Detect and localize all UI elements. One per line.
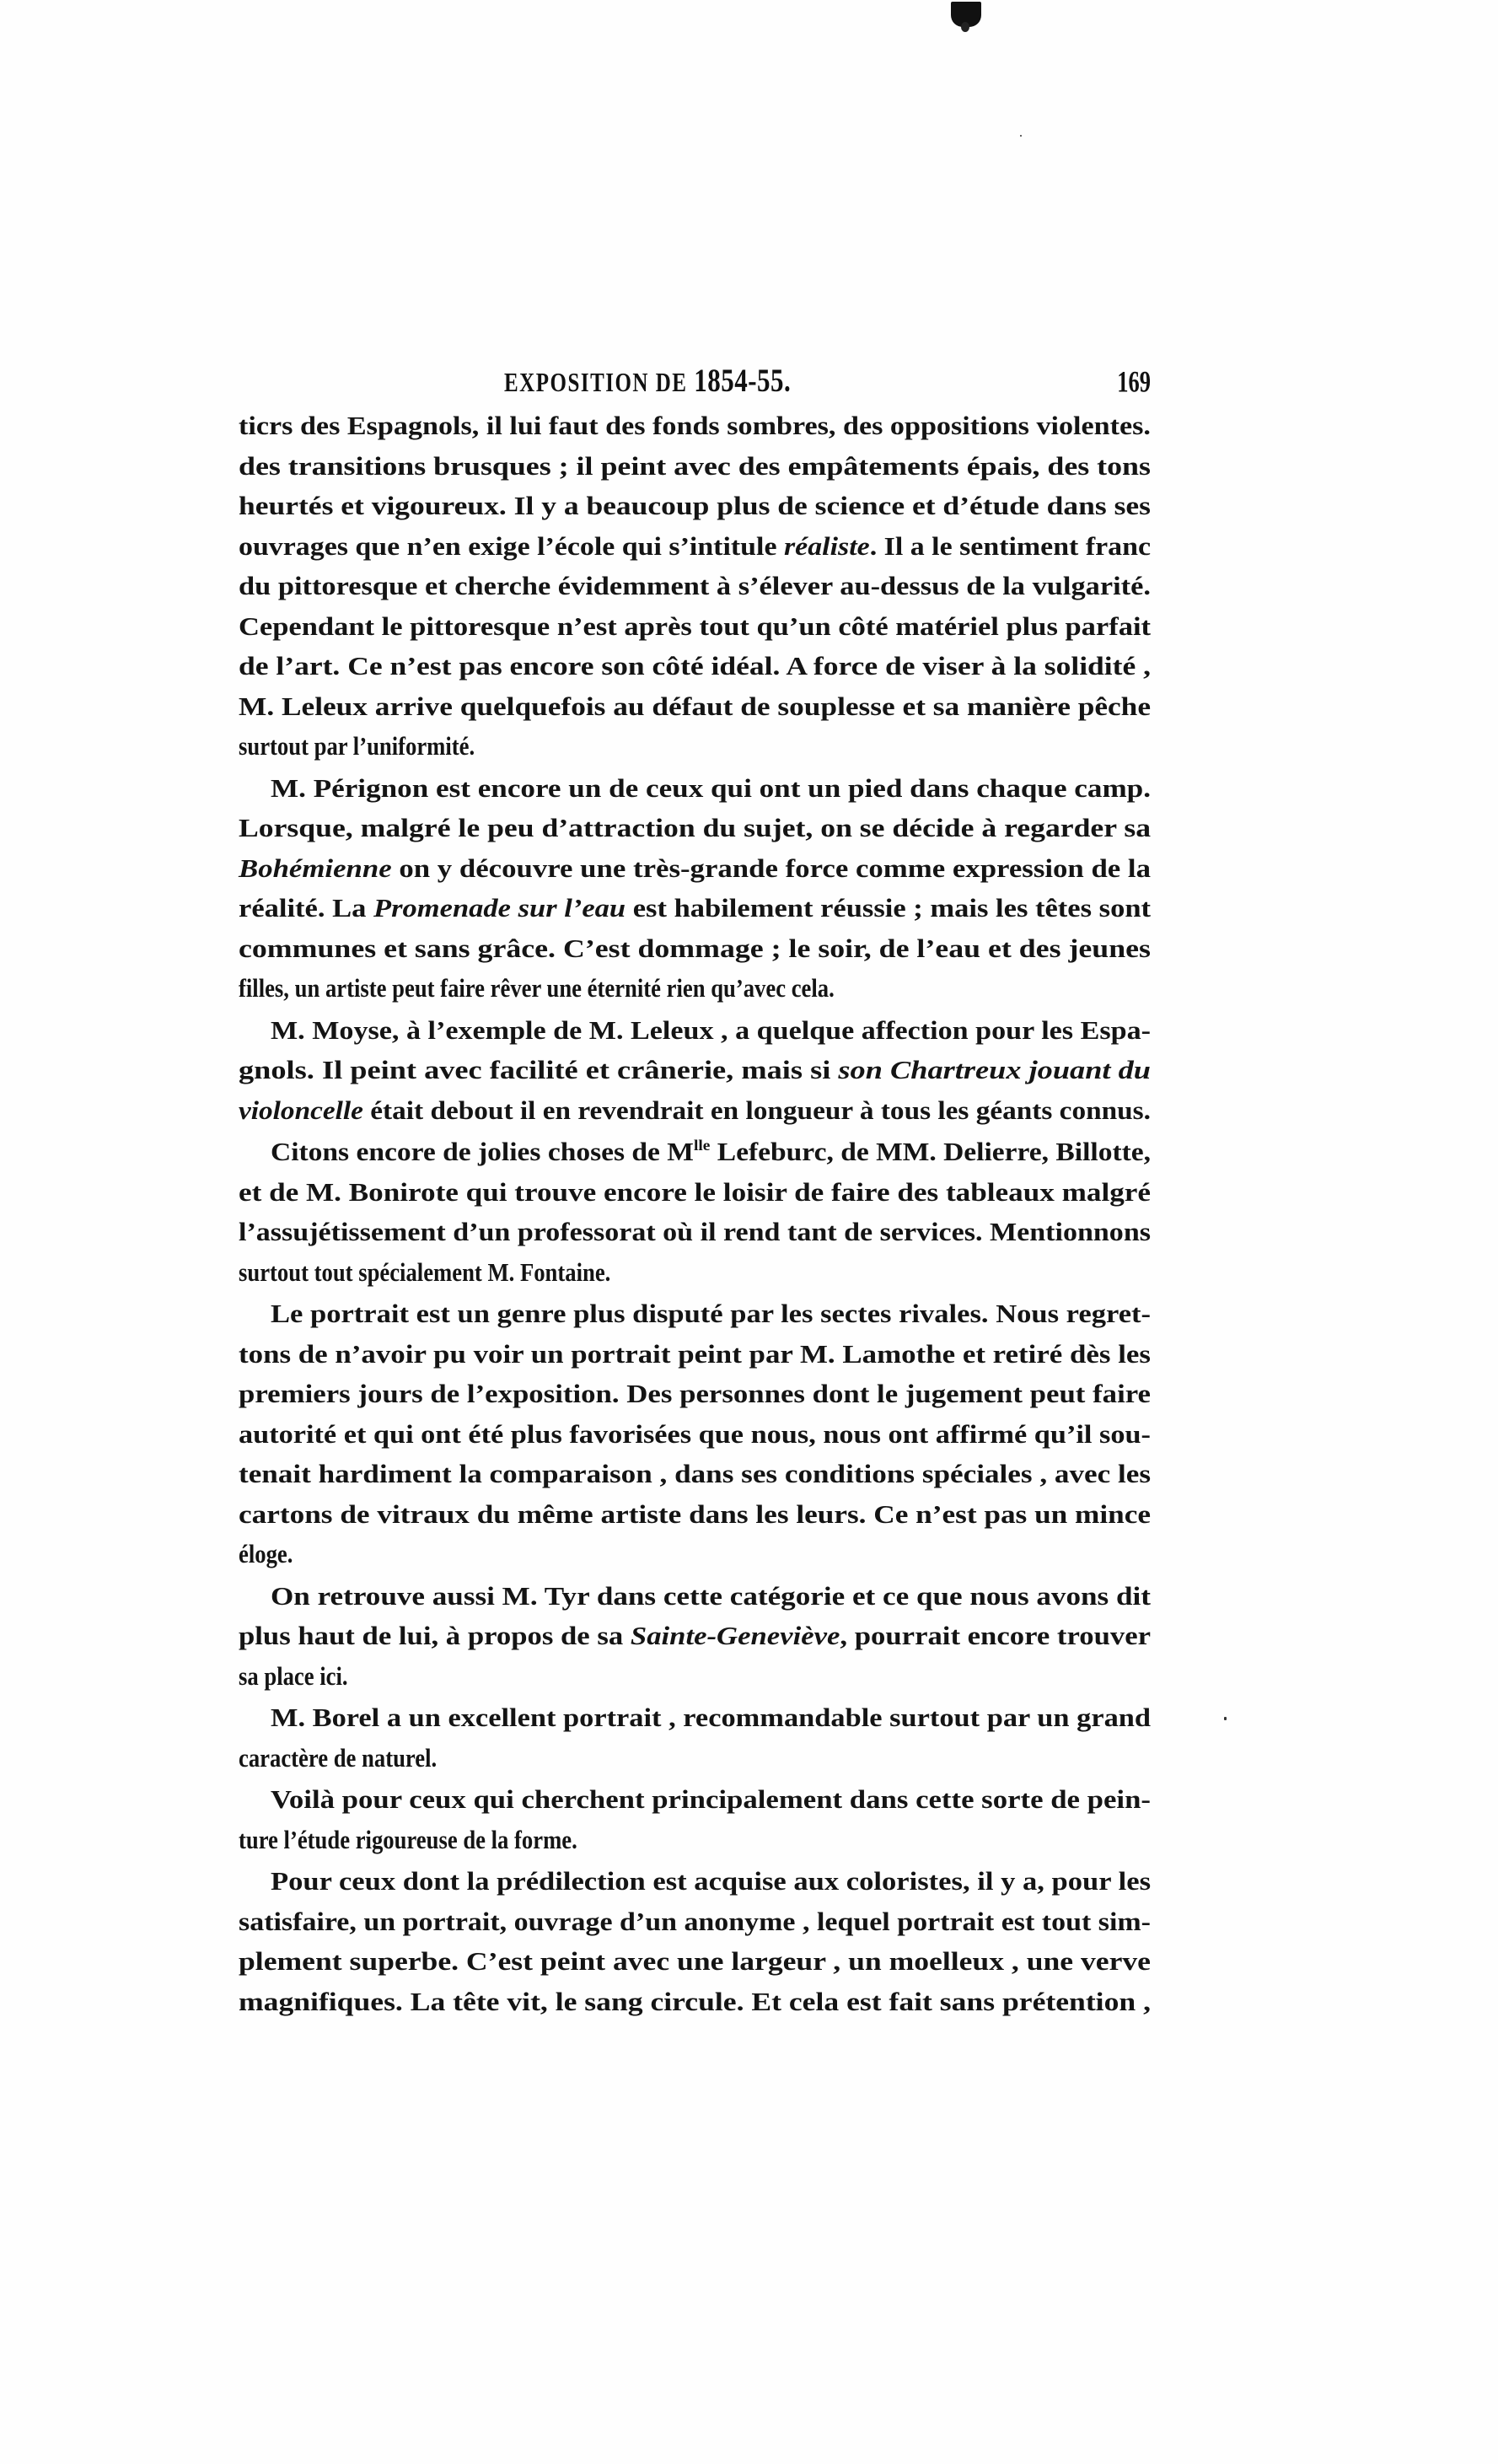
text-run: M. Borel a un excellent portrait , recommandable surtout par un grand (271, 1703, 1152, 1732)
text-line-content (239, 409, 1151, 443)
text-run: des transitions brusques ; il peint avec des empâtements épais, des tons (239, 450, 1151, 481)
text-run: ture l’étude rigoureuse de la forme. (239, 1824, 577, 1854)
text-run: éloge. (239, 1539, 293, 1568)
text-line (239, 610, 1151, 650)
italic-title: réaliste (783, 530, 870, 561)
text-line (239, 1823, 1151, 1864)
text-line (239, 1537, 1151, 1578)
text-line (239, 811, 1151, 852)
text-run: ticrs des Espagnols, il lui faut des fonds sombres, des oppositions violentes. (239, 411, 1151, 440)
text-line (239, 1905, 1151, 1945)
text-line-content (271, 1297, 1151, 1331)
text-line (239, 1215, 1151, 1256)
page-number: 169 (1117, 366, 1151, 399)
text-run: était debout il en revendrait en longueur à tous les géants connus. (362, 1095, 1151, 1125)
text-line-content (239, 489, 1151, 523)
text-line-content (271, 772, 1151, 805)
text-line-content (271, 1783, 1151, 1816)
text-run: caractère de naturel. (239, 1742, 438, 1773)
text-run: M. Pérignon est encore un de ceux qui ont un pied dans chaque camp. (271, 772, 1151, 803)
text-line-content (271, 1579, 1151, 1613)
running-head-title-text: EXPOSITION DE (504, 369, 695, 398)
text-line-content (239, 1498, 1151, 1531)
text-line (239, 530, 1151, 570)
text-line (239, 1176, 1151, 1216)
text-line-content (239, 1418, 1151, 1451)
italic-title: Bohémienne (239, 853, 392, 883)
text-run: M. Moyse, à l’exemple de M. Leleux , a quelque affection pour les Espa- (271, 1014, 1151, 1045)
text-line (239, 1985, 1151, 2026)
text-line (239, 409, 1151, 449)
running-head-year: 1854-55. (694, 362, 792, 399)
text-run: autorité et qui ont été plus favorisées que nous, nous ont affirmé qu’il sou- (239, 1418, 1151, 1449)
text-run: surtout tout spécialement M. Fontaine. (239, 1256, 611, 1287)
paragraph-first-line (239, 1701, 1151, 1741)
text-line-content (239, 1660, 348, 1693)
margin-speck (1020, 135, 1022, 137)
text-line (239, 1457, 1151, 1498)
text-run: magnifiques. La tête vit, le sang circule. Et cela est fait sans prétention , (239, 1986, 1151, 2016)
text-line-content (239, 690, 1151, 724)
text-run: tenait hardiment la comparaison , dans ses conditions spéciales , avec les (239, 1459, 1151, 1488)
text-run: du pittoresque et cherche évidemment à s’élever au-dessus de la vulgarité. (239, 571, 1151, 600)
text-line-content (239, 1619, 1151, 1653)
text-line-content (239, 1985, 1151, 2019)
text-run: surtout par l’uniformité. (239, 731, 475, 761)
text-line-content (239, 1377, 1151, 1411)
paragraph-first-line (239, 1579, 1151, 1620)
paragraph-first-line (239, 1135, 1151, 1176)
running-head-title (504, 362, 791, 400)
text-run: Le portrait est un genre plus disputé par les sectes rivales. Nous regret- (271, 1299, 1152, 1328)
text-line-content (239, 971, 835, 1005)
paragraph-first-line (239, 1864, 1151, 1905)
paragraph-first-line (239, 1014, 1151, 1054)
text-run: Lefeburc, de MM. Delierre, Billotte, (710, 1137, 1152, 1166)
text-run: premiers jours de l’exposition. Des personnes dont le jugement peut faire (239, 1379, 1152, 1408)
text-line-content (239, 932, 1151, 966)
text-line (239, 1256, 1151, 1296)
text-line-content (239, 852, 1151, 885)
text-run: plement superbe. C’est peint avec une largeur , un moelleux , une verve (239, 1946, 1151, 1976)
text-run: tons de n’avoir pu voir un portrait peint par M. Lamothe et retiré dès les (239, 1338, 1151, 1369)
text-line (239, 852, 1151, 892)
text-line (239, 569, 1151, 610)
text-line-content (239, 449, 1151, 483)
text-line-content (239, 1176, 1151, 1209)
text-run: gnols. Il peint avec facilité et crânerie, mais si (239, 1055, 839, 1084)
text-run: on y découvre une très-grande force comme expression de la (391, 853, 1151, 883)
text-line (239, 690, 1151, 730)
text-run: filles, un artiste peut faire rêver une éternité rien qu’avec cela. (239, 973, 835, 1003)
text-line-content (271, 1135, 1151, 1169)
margin-speck (1224, 1717, 1227, 1720)
text-run: sa place ici. (239, 1660, 348, 1691)
text-run: l’assujétissement d’un professorat où il rend tant de services. Mentionnons (239, 1217, 1152, 1246)
body-text (239, 409, 1151, 2025)
paragraph-first-line (239, 1783, 1151, 1823)
text-line-content (239, 1256, 610, 1289)
text-line-content (239, 1053, 1151, 1087)
text-line (239, 1619, 1151, 1660)
text-run: de l’art. Ce n’est pas encore son côté idéal. A force de viser à la solidité , (239, 651, 1152, 681)
text-line (239, 932, 1151, 972)
text-run: cartons de vitraux du même artiste dans les leurs. Ce n’est pas un mince (239, 1498, 1152, 1529)
superscript-text: lle (693, 1137, 711, 1154)
text-line-content (239, 891, 1151, 925)
text-run: Pour ceux dont la prédilection est acquise aux coloristes, il y a, pour les (271, 1866, 1152, 1896)
text-run: Citons encore de jolies choses de M (271, 1137, 694, 1166)
text-line-content (239, 1094, 1151, 1127)
text-run: Voilà pour ceux qui cherchent principalement dans cette sorte de pein- (271, 1784, 1151, 1814)
text-line-content (239, 1905, 1151, 1939)
text-line (239, 729, 1151, 770)
text-run: . Il a le sentiment franc (869, 530, 1152, 561)
text-line (239, 1053, 1151, 1094)
text-run: est habilement réussie ; mais les têtes sont (626, 893, 1152, 923)
text-line-content (239, 1215, 1151, 1249)
text-run: Lorsque, malgré le peu d’attraction du sujet, on se décide à regarder sa (239, 813, 1152, 842)
text-line (239, 1660, 1151, 1700)
text-line-content (239, 1457, 1151, 1491)
text-run: réalité. La (239, 893, 374, 923)
text-line-content (239, 569, 1151, 603)
italic-title: Sainte-Geneviève (630, 1621, 840, 1650)
text-line (239, 1498, 1151, 1538)
text-run: heurtés et vigoureux. Il y a beaucoup plus de science et d’étude dans ses (239, 491, 1151, 520)
ink-blot-drip (961, 22, 969, 32)
text-line-content (239, 1741, 437, 1775)
italic-title: Promenade sur l’eau (373, 893, 626, 923)
text-line (239, 1094, 1151, 1134)
text-line-content (239, 530, 1151, 563)
text-line-content (239, 811, 1151, 845)
text-run: et de M. Bonirote qui trouve encore le loisir de faire des tableaux malgré (239, 1176, 1151, 1207)
paragraph-first-line (239, 1297, 1151, 1337)
text-run: Cependant le pittoresque n’est après tout qu’un côté matériel plus parfait (239, 611, 1152, 641)
text-line (239, 1337, 1151, 1378)
text-run: communes et sans grâce. C’est dommage ; le soir, de l’eau et des jeunes (239, 933, 1151, 963)
running-head (239, 362, 1151, 399)
text-run: On retrouve aussi M. Tyr dans cette catégorie et ce que nous avons dit (271, 1580, 1151, 1611)
text-line-content (239, 1537, 293, 1571)
text-line-content (239, 729, 475, 763)
text-line-content (239, 649, 1151, 683)
text-line-content (239, 1337, 1151, 1371)
text-line-content (271, 1014, 1151, 1047)
paragraph-first-line (239, 772, 1151, 812)
text-line-content (271, 1864, 1151, 1898)
text-line-content (271, 1701, 1151, 1735)
text-line (239, 1377, 1151, 1418)
text-run: ouvrages que n’en exige l’école qui s’intitule (239, 530, 784, 561)
text-line-content (239, 610, 1151, 643)
text-line (239, 1418, 1151, 1458)
text-line (239, 489, 1151, 530)
text-run: satisfaire, un portrait, ouvrage d’un anonyme , lequel portrait est tout sim- (239, 1906, 1151, 1936)
italic-title: son Chartreux jouant du (838, 1055, 1151, 1084)
text-line (239, 1741, 1151, 1782)
text-line (239, 971, 1151, 1012)
text-run: M. Leleux arrive quelquefois au défaut de souplesse et sa manière pêche (239, 691, 1151, 721)
text-run: plus haut de lui, à propos de sa (239, 1621, 631, 1650)
text-line (239, 449, 1151, 490)
italic-title: violoncelle (239, 1095, 363, 1125)
text-line (239, 1945, 1151, 1985)
text-line (239, 891, 1151, 932)
text-run: , pourrait encore trouver (840, 1621, 1152, 1650)
text-line (239, 649, 1151, 690)
text-line-content (239, 1823, 577, 1857)
text-line-content (239, 1945, 1151, 1978)
